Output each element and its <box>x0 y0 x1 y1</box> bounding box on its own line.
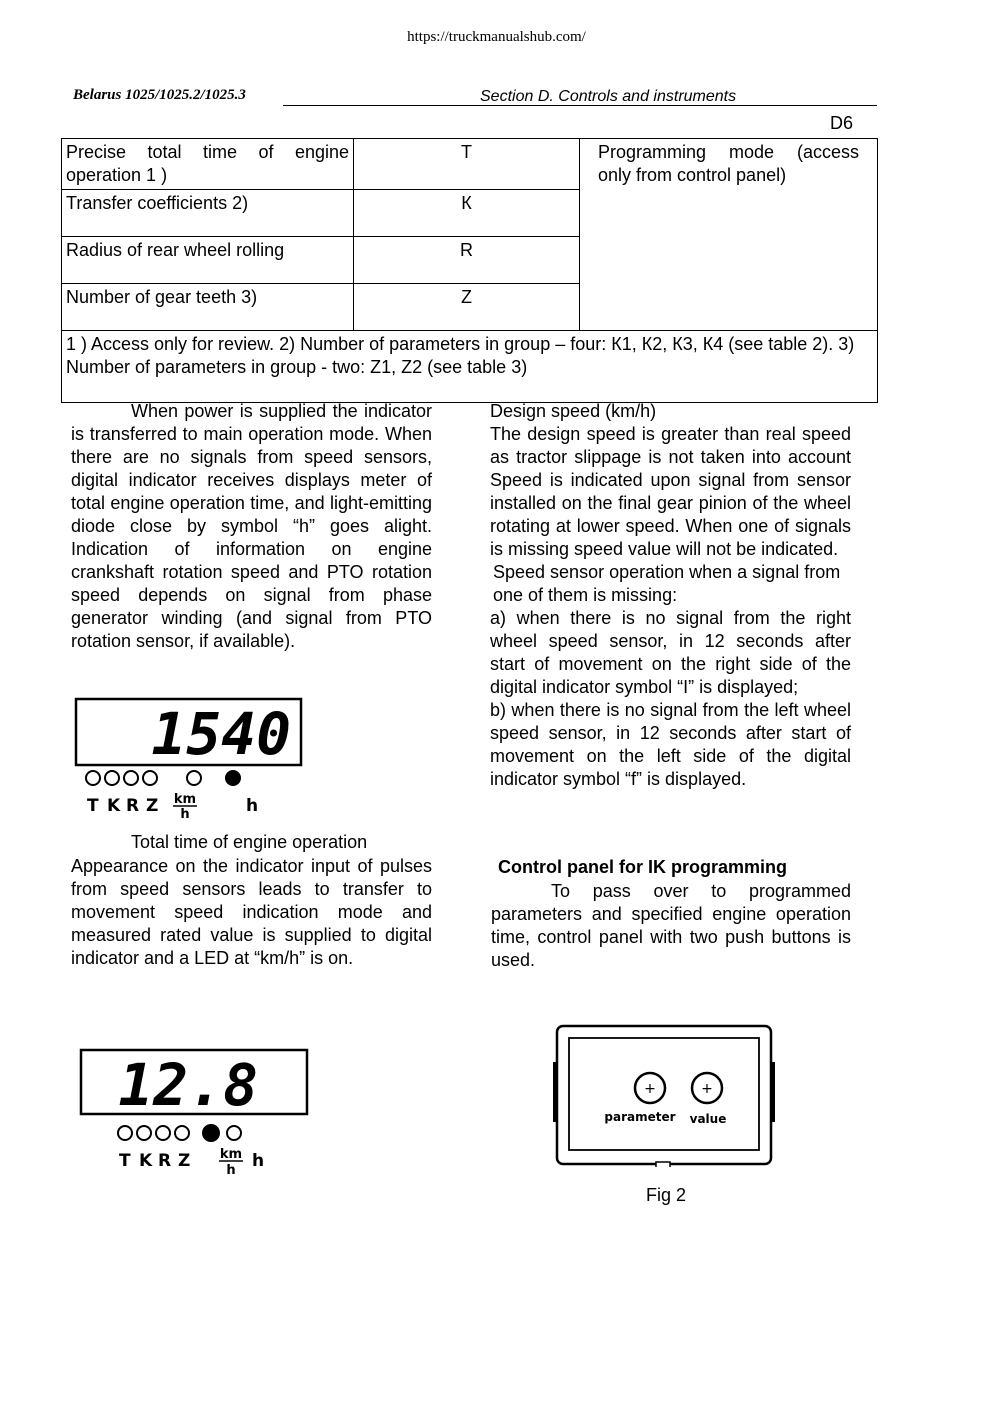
led-indicator <box>86 771 100 785</box>
led-indicator <box>137 1126 151 1140</box>
led-label-km: km <box>219 1147 243 1162</box>
figure-caption: Fig 2 <box>646 1185 687 1205</box>
led-indicator <box>175 1126 189 1140</box>
parameter-label: parameter <box>604 1110 676 1124</box>
section-title: Section D. Controls and instruments <box>480 88 737 105</box>
value-button[interactable] <box>692 1073 722 1103</box>
sensor-title: Speed sensor operation when a signal from one of them is missing: <box>493 562 841 605</box>
engine-time-display <box>73 694 313 819</box>
led-row <box>118 1125 241 1141</box>
led-indicator <box>187 771 201 785</box>
speed-display <box>78 1043 318 1188</box>
table-footnote: 1 ) Access only for review. 2) Number of parameters in group – four: К1, К2, К3, К4 (see table 2). 3) Number of parameters in group - two: Z1, Z2 (see table 3) <box>62 331 878 403</box>
left-column-2 <box>71 855 432 970</box>
param-name: Number of gear teeth 3) <box>62 284 354 331</box>
control-panel-text: To pass over to programmed parameters and specified engine operation time, control panel with two push buttons is used. <box>491 881 851 970</box>
control-panel-text-block <box>491 880 851 972</box>
param-symbol: Z <box>354 284 580 331</box>
led-indicator-active <box>226 771 240 785</box>
param-name: Radius of rear wheel rolling <box>62 237 354 284</box>
display-caption: Total time of engine operation <box>131 832 368 852</box>
param-name: Transfer coefficients 2) <box>62 190 354 237</box>
led-row <box>86 771 240 785</box>
led-label-per-h: h <box>180 807 190 819</box>
param-symbol: R <box>354 237 580 284</box>
led-indicator <box>124 771 138 785</box>
design-speed-text: The design speed is greater than real speed as tractor slippage is not taken into account Speed is indicated upon signal from sensor installed on the final gear pinion of the wheel rotating at lower speed. When one of signals is missing speed value will not be indicated. <box>490 424 851 559</box>
sensor-item-a: a) when there is no signal from the right wheel speed sensor, in 12 seconds after start of movement on the right side of the digital indicator symbol “I” is displayed; <box>490 608 851 697</box>
led-indicator <box>118 1126 132 1140</box>
led-label-z: Z <box>178 1151 191 1171</box>
control-panel-title: Control panel for IK programming <box>498 857 788 877</box>
led-indicator <box>156 1126 170 1140</box>
right-column <box>490 400 851 791</box>
led-label-k: K <box>139 1151 153 1171</box>
parameters-table <box>61 138 878 403</box>
param-mode: Programming mode (access only from control panel) <box>580 139 878 331</box>
table-row <box>62 139 878 190</box>
plus-icon: + <box>644 1081 656 1097</box>
led-label-r: R <box>158 1151 172 1171</box>
control-panel-figure <box>552 1022 782 1172</box>
value-label: value <box>689 1112 727 1126</box>
param-symbol: К <box>354 190 580 237</box>
design-speed-title: Design speed (km/h) <box>490 401 657 421</box>
param-symbol: T <box>354 139 580 190</box>
model-title: Belarus 1025/1025.2/1025.3 <box>73 87 246 103</box>
led-label-r: R <box>126 796 140 816</box>
left-column <box>71 400 432 653</box>
param-name: Precise total time of engine operation 1 ) <box>62 139 354 190</box>
led-label-h: h <box>252 1151 265 1171</box>
parameter-button[interactable] <box>635 1073 665 1103</box>
led-indicator <box>105 771 119 785</box>
paragraph-power: When power is supplied the indicator is transferred to main operation mode. When there are no signals from speed sensors, digital indicator receives displays meter of total engine operation time, and light-emitting diode close by symbol “h” goes alight. Indication of information on engine crankshaft rotation speed and PTO rotation speed depends on signal from phase generator winding (and signal from PTO rotation sensor, if available). <box>71 401 432 651</box>
led-indicator-active <box>203 1125 219 1141</box>
page-number: D6 <box>830 113 854 133</box>
led-indicator <box>227 1126 241 1140</box>
led-label-z: Z <box>146 796 159 816</box>
led-label-t: T <box>119 1151 131 1171</box>
paragraph-speed-mode: Appearance on the indicator input of pulses from speed sensors leads to transfer to movement speed indication mode and measured rated value is supplied to digital indicator and a LED at “km/h” is on. <box>71 856 432 968</box>
header-rule <box>283 105 877 106</box>
led-indicator <box>143 771 157 785</box>
source-url: https://truckmanualshub.com/ <box>407 29 586 45</box>
table-row <box>62 331 878 403</box>
lcd-readout: 1540 <box>151 700 291 768</box>
led-label-per-h: h <box>226 1163 236 1178</box>
lcd-readout: 12.8 <box>118 1051 258 1119</box>
led-label-t: T <box>87 796 99 816</box>
sensor-item-b: b) when there is no signal from the left wheel speed sensor, in 12 seconds after start of movement on the left side of the digital indicator symbol “f” is displayed. <box>490 700 851 789</box>
led-label-h: h <box>246 796 259 816</box>
led-label-km: km <box>173 792 197 807</box>
led-label-k: K <box>107 796 121 816</box>
plus-icon: + <box>701 1081 713 1097</box>
